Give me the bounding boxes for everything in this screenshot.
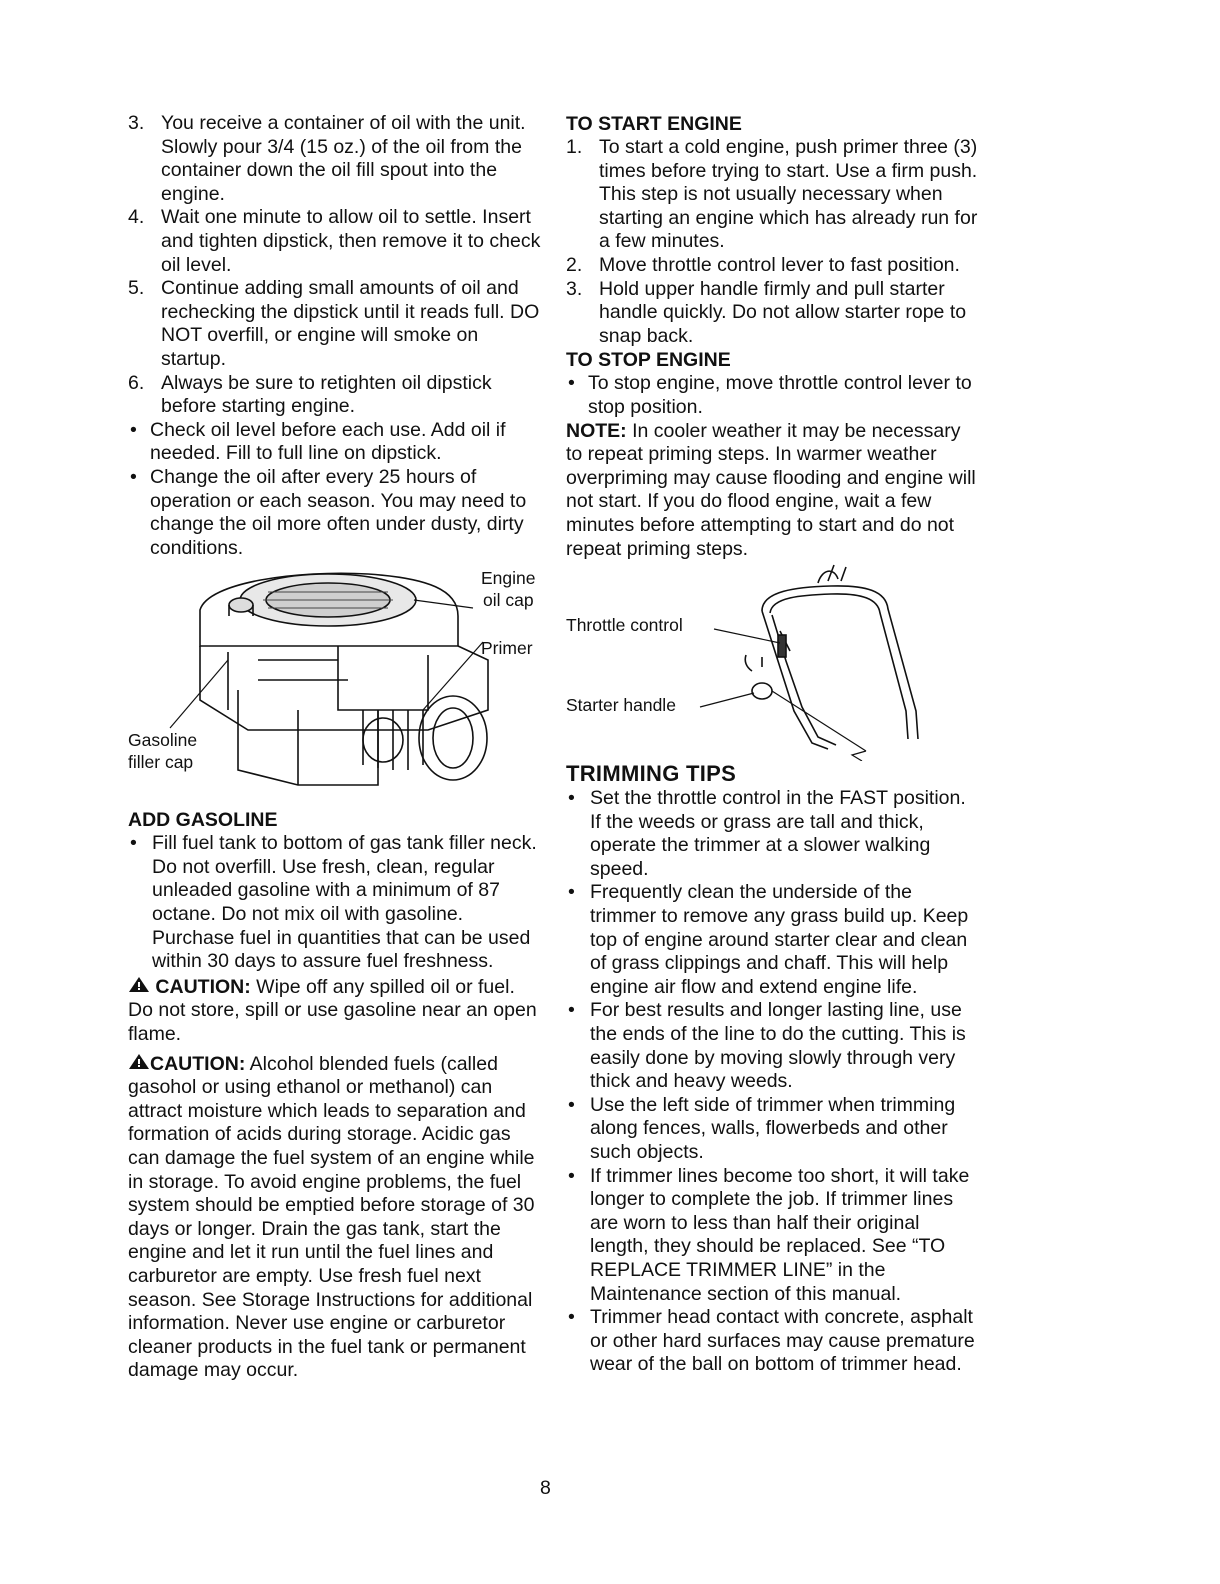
handle-illustration — [566, 561, 981, 761]
bullet-text: Set the throttle control in the FAST position. If the weeds or grass are tall and thick, operate the trimmer at a slower walking speed. — [590, 787, 966, 880]
trimming-tip-2 — [566, 881, 981, 999]
caution-text: Wipe off any spilled oil or fuel. Do not store, spill or use gasoline near an open flame. — [128, 975, 537, 1046]
warning-triangle-icon — [128, 1053, 150, 1077]
caution-text: Alcohol blended fuels (called gasohol or using ethanol or methanol) can attract moisture which leads to separation and formation of acids during storage. Acidic gas can damage the fuel system of an engine while in storage. To avoid engine problems, the fuel system should be emptied before storage of 30 days or longer. Drain the gas tank, start the engine and let it run until the fuel lines and carburetor are empty. Use fresh fuel next season. See Storage Instructions for additional information. Never use engine or carburetor cleaner products in the fuel tank or permanent damage may occur. — [128, 1052, 535, 1382]
bullet-text: Check oil level before each use. Add oil if needed. Fill to full line on dipstick. — [150, 418, 506, 465]
bullet-dot: • — [568, 787, 575, 810]
start-step-3 — [566, 278, 981, 349]
step-number: 6. — [128, 371, 145, 394]
bullet-dot: • — [568, 881, 575, 904]
primer-label: Primer — [481, 638, 533, 659]
trimming-tips-heading: TRIMMING TIPS — [566, 761, 737, 787]
engine-figure — [128, 560, 543, 808]
oil-bullet-change — [128, 466, 543, 560]
bullet-dot: • — [568, 1164, 575, 1187]
step-number: 4. — [128, 206, 145, 229]
stop-engine-heading: TO STOP ENGINE — [566, 349, 731, 372]
step-text: Hold upper handle firmly and pull starter handle quickly. Do not allow starter rope to snap back. — [599, 277, 967, 347]
bullet-text: If trimmer lines become too short, it will take longer to complete the job. If trimmer lines are worn to less than half their original length, they should be replaced. See “TO REPLACE TRIMMER LINE” in the Maintenance section of this manual. — [590, 1164, 970, 1305]
trimming-tip-4 — [566, 1094, 981, 1165]
step-number: 3. — [128, 112, 145, 134]
trimming-tip-6 — [566, 1306, 981, 1377]
bullet-text: Trimmer head contact with concrete, asphalt or other hard surfaces may cause premature wear of the ball on bottom of trimmer head. — [590, 1306, 975, 1376]
caution-alcohol — [128, 1053, 543, 1383]
step-text: Wait one minute to allow oil to settle. Insert and tighten dipstick, then remove it to check oil level. — [161, 206, 541, 276]
left-column — [128, 112, 543, 1383]
step-text: Continue adding small amounts of oil and rechecking the dipstick until it reads full. DO NOT overfill, or engine will smoke on startup. — [161, 277, 540, 370]
gasoline-label-2: filler cap — [128, 752, 194, 773]
throttle-control-label: Throttle control — [566, 615, 683, 636]
caution-label: CAUTION: — [150, 1052, 246, 1075]
bullet-dot: • — [568, 1306, 575, 1329]
step-text: Move throttle control lever to fast position. — [599, 253, 960, 276]
note-label: NOTE: — [566, 419, 627, 442]
step-number: 5. — [128, 277, 145, 300]
add-gasoline-bullet — [128, 832, 543, 974]
bullet-dot: • — [130, 418, 137, 441]
bullet-text: To stop engine, move throttle control lever to stop position. — [588, 372, 972, 418]
step-text: You receive a container of oil with the unit. Slowly pour 3/4 (15 oz.) of the oil from the container down the oil fill spout into the engine. — [161, 112, 526, 205]
oil-bullet-check — [128, 419, 543, 466]
step-text: Always be sure to retighten oil dipstick before starting engine. — [161, 371, 492, 418]
bullet-dot: • — [568, 1093, 575, 1116]
oil-step-3 — [128, 112, 543, 206]
engine-oil-cap-label-2: oil cap — [483, 590, 534, 611]
engine-oil-cap-label-1: Engine — [481, 568, 536, 589]
step-text: To start a cold engine, push primer three (3) times before trying to start. Use a firm push. This step is not usually necessary when starting an engine which has already run for a few minutes. — [599, 136, 978, 253]
step-number: 1. — [566, 136, 583, 158]
note-text: In cooler weather it may be necessary to repeat priming steps. In warmer weather overpriming may cause flooding and engine will not start. If you do flood engine, wait a few minutes before attempting to start and do not repeat priming steps. — [566, 419, 976, 560]
page-number: 8 — [540, 1477, 551, 1499]
warning-triangle-icon — [128, 976, 150, 1000]
oil-step-5 — [128, 277, 543, 371]
starter-handle-label: Starter handle — [566, 695, 676, 716]
start-step-1 — [566, 136, 981, 254]
step-number: 2. — [566, 253, 583, 276]
start-engine-heading: TO START ENGINE — [566, 113, 742, 135]
bullet-text: Fill fuel tank to bottom of gas tank filler neck. Do not overfill. Use fresh, clean, regular unleaded gasoline with a minimum of 87 octane. Do not mix oil with gasoline. Purchase fuel in quantities that can be used within 30 days to assure fuel freshness. — [152, 832, 537, 973]
bullet-dot: • — [568, 999, 575, 1022]
bullet-text: Frequently clean the underside of the trimmer to remove any grass build up. Keep top of engine around starter clear and clean of grass clippings and chaff. This will help engine air flow and extend engine life. — [590, 881, 969, 998]
bullet-text: For best results and longer lasting line, use the ends of the line to do the cutting. This is easily done by moving slowly through very thick and heavy weeds. — [590, 999, 966, 1093]
handle-figure — [566, 561, 981, 761]
bullet-text: Use the left side of trimmer when trimming along fences, walls, flowerbeds and other such objects. — [590, 1093, 956, 1163]
add-gasoline-heading: ADD GASOLINE — [128, 809, 278, 832]
bullet-dot: • — [130, 832, 137, 855]
stop-engine-bullet — [566, 372, 981, 419]
note-paragraph — [566, 420, 981, 562]
gasoline-label-1: Gasoline — [128, 730, 198, 751]
oil-step-4 — [128, 206, 543, 277]
caution-spill — [128, 976, 543, 1047]
step-number: 3. — [566, 277, 583, 300]
start-step-2 — [566, 254, 981, 278]
trimming-tip-1 — [566, 787, 981, 881]
bullet-dot: • — [568, 372, 575, 395]
caution-label: CAUTION: — [155, 975, 251, 998]
right-column — [566, 112, 981, 1377]
trimming-tip-5 — [566, 1165, 981, 1307]
bullet-dot: • — [130, 465, 137, 488]
trimming-tip-3 — [566, 999, 981, 1093]
bullet-text: Change the oil after every 25 hours of operation or each season. You may need to change the oil more often under dusty, dirty conditions. — [150, 465, 527, 559]
oil-step-6 — [128, 372, 543, 419]
